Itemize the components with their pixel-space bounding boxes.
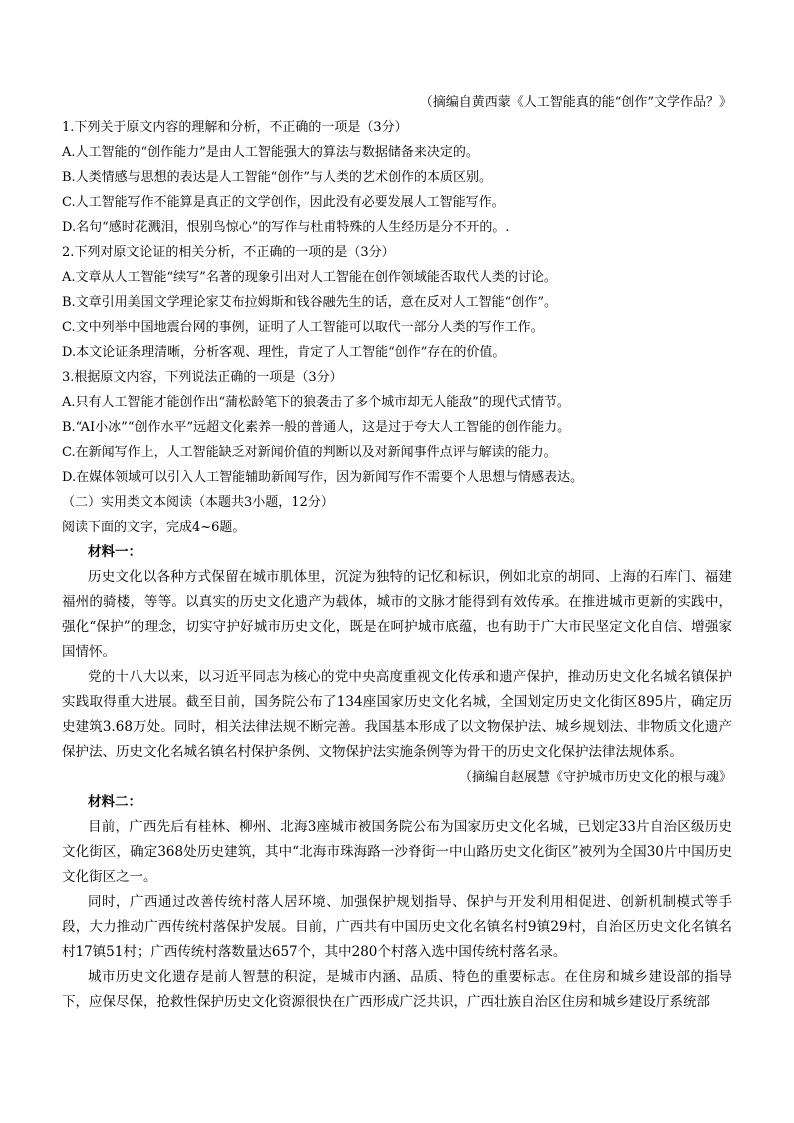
section-2-title: （二）实用类文本阅读（本题共3小题，12分） [62, 495, 334, 510]
question-2-option-a: A.文章从人工智能“续写”名著的现象引出对人工智能在创作领域能否取代人类的讨论。 [62, 270, 557, 285]
question-1-option-c: C.人工智能写作不能算是真正的文学创作，因此没有必要发展人工智能写作。 [62, 195, 505, 210]
source-citation-1: （摘编自黄西蒙《人工智能真的能“创作”文学作品？》 [419, 95, 732, 110]
material-2-paragraph: 同时，广西通过改善传统村落人居环境、加强保护规划指导、保护与开发利用相促进、创新机制模式等手段，大力推动广西传统村落保护发展。目前，广西共有中国历史文化名镇名村9镇29村，自治区历史文化名镇名村17镇51村；广西传统村落数量达657个，其中280个村落入选中国传统村落名录。 [62, 894, 732, 960]
question-3-stem: 3.根据原文内容，下列说法正确的一项是（3分） [62, 370, 343, 385]
material-1-paragraph: 历史文化以各种方式保留在城市肌体里，沉淀为独特的记忆和标识，例如北京的胡同、上海的石库门、福建福州的骑楼，等等。以真实的历史文化遗产为载体，城市的文脉才能得到有效传承。在推进城市更新的实践中，强化“保护”的理念，切实守护好城市历史文化，既是在呵护城市底蕴，也有助于广大市民坚定文化自信、增强家国情怀。 [62, 569, 732, 660]
material-2-paragraph: 城市历史文化遗存是前人智慧的积淀，是城市内涵、品质、特色的重要标志。在住房和城乡建设部的指导下，应保尽保，抢救性保护历史文化资源很快在广西形成广泛共识，广西壮族自治区住房和城乡建设厅系统部 [62, 969, 732, 1010]
document-page [62, 90, 732, 1015]
material-1-paragraph: 党的十八大以来，以习近平同志为核心的党中央高度重视文化传承和遗产保护，推动历史文化名城名镇保护实践取得重大进展。截至目前，国务院公布了134座国家历史文化名城，全国划定历史文化街区895片，确定历史建筑3.68万处。同时，相关法律法规不断完善。我国基本形成了以文物保护法、城乡规划法、非物质文化遗产保护法、历史文化名城名镇名村保护条例、文物保护法实施条例等为骨干的历史文化保护法律法规体系。 [62, 669, 732, 760]
material-2-paragraph: 目前，广西先后有桂林、柳州、北海3座城市被国务院公布为国家历史文化名城，已划定33片自治区级历史文化街区，确定368处历史建筑，其中“北海市珠海路一沙脊街一中山路历史文化街区”被列为全国30片中国历史文化街区之一。 [62, 819, 732, 885]
source-citation-2: （摘编自赵展慧《守护城市历史文化的根与魂》 [458, 770, 732, 785]
material-1-title: 材料一： [88, 544, 142, 560]
question-3-option-a: A.只有人工智能才能创作出“蒲松龄笔下的狼袭击了多个城市却无人能敌”的现代式情节。 [62, 395, 570, 410]
question-3-option-c: C.在新闻写作上，人工智能缺乏对新闻价值的判断以及对新闻事件点评与解读的能力。 [62, 445, 557, 460]
question-2-stem: 2.下列对原文论证的相关分析，不正确的一项的是（3分） [62, 245, 395, 260]
question-3-option-d: D.在媒体领域可以引入人工智能辅助新闻写作，因为新闻写作不需要个人思想与情感表达。 [62, 470, 584, 485]
question-2-option-c: C.文中列举中国地震台网的事例，证明了人工智能可以取代一部分人类的写作工作。 [62, 320, 544, 335]
question-2-option-b: B.文章引用美国文学理论家艾布拉姆斯和钱谷融先生的话，意在反对人工智能“创作”。 [62, 295, 557, 310]
question-3-option-b: B.“AI小冰”“创作水平”远超文化素养一般的普通人，这是过于夸大人工智能的创作能力。 [62, 420, 571, 435]
question-2-option-d: D.本文论证条理清晰，分析客观、理性，肯定了人工智能“创作”存在的价值。 [62, 345, 506, 360]
section-2-instruction: 阅读下面的文字，完成4~6题。 [62, 520, 246, 535]
question-1-option-d: D.名句“感时花溅泪，恨别鸟惊心”的写作与杜甫特殊的人生经历是分不开的。. [62, 220, 510, 235]
question-1-stem: 1.下列关于原文内容的理解和分析，不正确的一项是（3分） [62, 120, 408, 135]
question-1-option-b: B.人类情感与思想的表达是人工智能“创作”与人类的艺术创作的本质区别。 [62, 170, 492, 185]
material-2-title: 材料二： [88, 794, 142, 810]
question-1-option-a: A.人工智能的“创作能力”是由人工智能强大的算法与数据储备来决定的。 [62, 145, 479, 160]
